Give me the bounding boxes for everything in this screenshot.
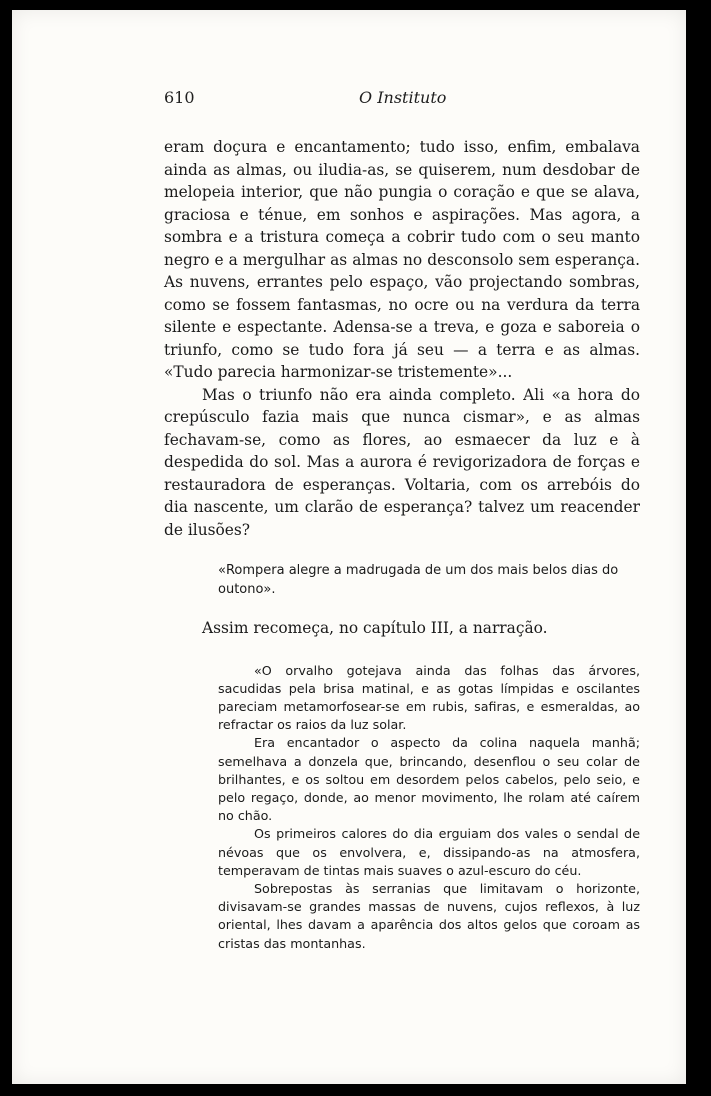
page-header: [164, 88, 687, 110]
page-number: 610: [164, 88, 195, 107]
quote-paragraph: Os primeiros calores do dia erguiam dos vales o sendal de névoas que os envolvera, e, dissipando-as na atmosfera, temperavam de tintas mais suaves o azul-escuro do céu.: [218, 826, 640, 878]
running-title: O Instituto: [359, 88, 447, 107]
quote-paragraph: «O orvalho gotejava ainda das folhas das árvores, sacudidas pela brisa matinal, e as gotas límpidas e oscilantes pareciam metamorfosear-se em rubis, safiras, e esmeraldas, ao refractar os raios da luz solar.: [218, 662, 640, 733]
paragraph: Mas o triunfo não era ainda completo. Ali «a hora do crepúsculo fazia mais que nunca cismar», e as almas fechavam-se, como as flores, ao esmaecer da luz e à despedida do sol. Mas a aurora é revigorizadora de forças e restauradora de esperanças. Voltaria, com os arrebóis do dia nascente, um clarão de esperança? talvez um reacender de ilusões?: [164, 385, 640, 539]
short-quote: «Rompera alegre a madrugada de um dos mais belos dias do outono».: [218, 563, 619, 597]
quote-paragraph: Sobrepostas às serranias que limitavam o horizonte, divisavam-se grandes massas de nuvens, cujos reflexos, à luz oriental, lhes davam a aparência dos altos gelos que coroam as cristas das montanhas.: [218, 880, 640, 951]
narration-line: Assim recomeça, no capítulo III, a narração.: [202, 619, 548, 637]
main-text: [164, 136, 640, 953]
quote-paragraph: Era encantador o aspecto da colina naquela manhã; semelhava a donzela que, brincando, desenflou o seu colar de brilhantes, e os soltou em desordem pelos cabelos, pelo seio, e pelo regaço, donde, ao menor movimento, lhe rolam até caírem no chão.: [218, 735, 640, 824]
body-text: [164, 136, 640, 541]
paragraph: eram doçura e encantamento; tudo isso, enfim, embalava ainda as almas, ou iludia-as, se quiserem, num desdobar de melopeia interior, que não pungia o coração e que se alava, graciosa e ténue, em sonhos e aspirações. Mas agora, a sombra e a tristura começa a cobrir tudo com o seu manto negro e a mergulhar as almas no desconsolo sem esperança. As nuvens, errantes pelo espaço, vão projectando sombras, como se fossem fantasmas, no ocre ou na verdura da terra silente e espectante. Adensa-se a treva, e goza e saboreia o triunfo, como se tudo fora já seu — a terra e as almas. «Tudo parecia harmonizar-se tristemente»...: [164, 138, 640, 381]
long-quote: [218, 662, 640, 953]
